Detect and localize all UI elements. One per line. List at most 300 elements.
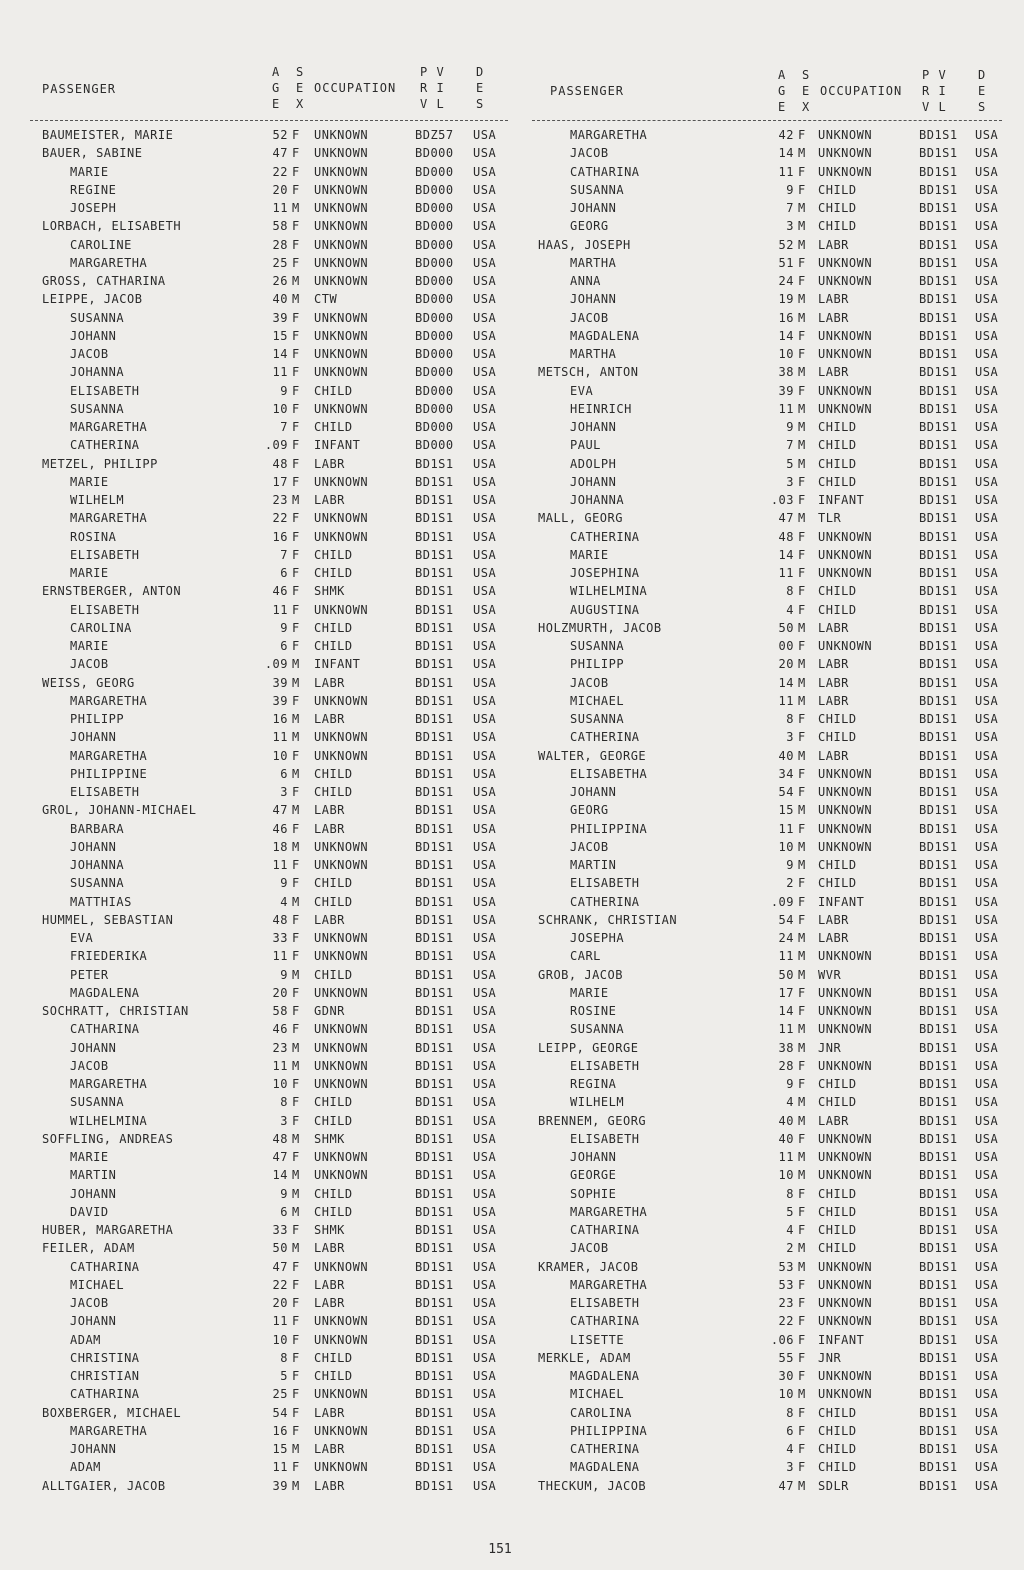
passenger-destination: USA (975, 292, 999, 307)
passenger-age: 54 (272, 1405, 288, 1420)
passenger-name: MARGARETHA (570, 1204, 648, 1219)
passenger-row (532, 565, 1002, 583)
header-age-3: E (778, 100, 787, 114)
passenger-age: 55 (778, 1350, 794, 1365)
passenger-row (30, 1368, 508, 1386)
passenger-sex: F (798, 876, 806, 891)
passenger-occupation: SHMK (314, 584, 345, 599)
passenger-occupation: CHILD (818, 1095, 857, 1110)
passenger-occupation: UNKNOWN (314, 146, 369, 161)
passenger-row (30, 1295, 508, 1313)
passenger-prv: BD1S1 (415, 474, 454, 489)
passenger-prv: BD1S1 (415, 949, 454, 964)
passenger-name: FEILER, ADAM (42, 1241, 135, 1256)
passenger-prv: BD1S1 (919, 949, 958, 964)
passenger-destination: USA (975, 1204, 999, 1219)
passenger-destination: USA (975, 1442, 999, 1456)
passenger-row (532, 291, 1002, 309)
passenger-sex: M (292, 1168, 300, 1183)
passenger-destination: USA (975, 785, 999, 799)
passenger-sex: F (292, 1350, 300, 1365)
passenger-name: ELISABETH (570, 1058, 640, 1073)
passenger-row (30, 1240, 508, 1258)
header-prv-2: R I (922, 84, 947, 98)
passenger-sex: M (798, 931, 806, 945)
header-des-3: S (476, 97, 485, 111)
passenger-occupation: SHMK (314, 1131, 345, 1146)
passenger-name: KRAMER, JACOB (538, 1259, 639, 1274)
passenger-sex: M (798, 1040, 806, 1055)
passenger-age: 20 (272, 985, 288, 1000)
passenger-destination: USA (975, 566, 999, 580)
passenger-name: MARGARETHA (70, 420, 148, 434)
passenger-age: 9 (786, 420, 794, 434)
passenger-row (30, 310, 508, 328)
passenger-name: ROSINA (70, 529, 117, 544)
passenger-name: MATTHIAS (70, 894, 132, 909)
passenger-row (532, 1021, 1002, 1039)
passenger-destination: USA (473, 383, 497, 398)
header-des-2: E (476, 81, 485, 95)
passenger-destination: USA (473, 201, 497, 215)
passenger-destination: USA (473, 766, 497, 781)
passenger-age: .09 (264, 438, 288, 453)
passenger-row (30, 748, 508, 766)
passenger-age: 47 (778, 511, 794, 526)
passenger-destination: USA (473, 1095, 497, 1110)
passenger-occupation: UNKNOWN (314, 1423, 369, 1438)
passenger-name: PHILIPPINA (570, 1423, 648, 1438)
passenger-sex: F (798, 639, 806, 653)
page-number: 151 (488, 1542, 512, 1557)
passenger-destination: USA (473, 730, 497, 745)
passenger-prv: BD1S1 (919, 1478, 958, 1493)
passenger-sex: F (292, 128, 300, 142)
passenger-destination: USA (473, 420, 497, 434)
passenger-row (532, 857, 1002, 875)
passenger-destination: USA (473, 456, 497, 471)
passenger-destination: USA (975, 1405, 999, 1420)
passenger-row (532, 729, 1002, 747)
passenger-sex: F (798, 274, 806, 288)
passenger-age: .03 (770, 493, 794, 507)
passenger-sex: F (798, 1423, 806, 1438)
passenger-destination: USA (975, 1259, 999, 1274)
passenger-destination: USA (473, 821, 497, 836)
passenger-age: 23 (778, 1296, 794, 1310)
passenger-sex: M (292, 675, 300, 690)
passenger-sex: F (798, 602, 806, 617)
passenger-row (30, 638, 508, 656)
passenger-prv: BD1S1 (415, 1478, 454, 1493)
passenger-occupation: UNKNOWN (818, 1150, 873, 1164)
passenger-row (532, 529, 1002, 547)
passenger-destination: USA (975, 219, 999, 234)
passenger-prv: BD1S1 (919, 1350, 958, 1365)
passenger-occupation: GDNR (314, 1004, 345, 1018)
passenger-name: MARGARETHA (70, 1077, 148, 1091)
passenger-row (30, 675, 508, 693)
header-passenger: PASSENGER (42, 82, 117, 96)
passenger-prv: BD1S1 (919, 511, 958, 526)
passenger-destination: USA (975, 201, 999, 215)
passenger-age: 14 (272, 347, 288, 361)
passenger-age: 6 (280, 766, 288, 781)
passenger-age: 58 (272, 1004, 288, 1018)
passenger-destination: USA (473, 164, 497, 179)
passenger-row (532, 1113, 1002, 1131)
passenger-age: 39 (778, 383, 794, 398)
passenger-row (30, 912, 508, 930)
passenger-sex: F (798, 255, 806, 270)
header-age-1: A (778, 68, 787, 82)
passenger-occupation: UNKNOWN (314, 985, 369, 1000)
passenger-sex: F (798, 766, 806, 781)
passenger-age: 8 (786, 1186, 794, 1201)
passenger-destination: USA (975, 730, 999, 745)
passenger-occupation: UNKNOWN (314, 858, 369, 872)
passenger-row (30, 1094, 508, 1112)
passenger-row (30, 1350, 508, 1368)
passenger-prv: BD1S1 (919, 1277, 958, 1292)
passenger-row (30, 1167, 508, 1185)
passenger-row (30, 1149, 508, 1167)
passenger-sex: F (292, 310, 300, 325)
passenger-name: MAGDALENA (70, 985, 140, 1000)
passenger-age: 2 (786, 1241, 794, 1256)
passenger-name: MARGARETHA (70, 1423, 148, 1438)
passenger-age: 16 (272, 712, 288, 726)
passenger-occupation: CHILD (818, 858, 857, 872)
passenger-age: 54 (778, 912, 794, 927)
passenger-prv: BD1S1 (919, 328, 958, 343)
passenger-age: 20 (778, 657, 794, 672)
passenger-destination: USA (473, 146, 497, 161)
passenger-prv: BD1S1 (919, 1442, 958, 1456)
passenger-sex: M (292, 967, 300, 982)
passenger-row (30, 821, 508, 839)
passenger-destination: USA (975, 182, 999, 197)
passenger-sex: F (292, 931, 300, 945)
passenger-row (30, 492, 508, 510)
passenger-occupation: LABR (818, 1113, 849, 1128)
passenger-occupation: LABR (314, 1277, 345, 1292)
passenger-name: GROSS, CATHARINA (42, 274, 166, 288)
passenger-destination: USA (975, 164, 999, 179)
passenger-destination: USA (473, 858, 497, 872)
passenger-destination: USA (975, 821, 999, 836)
passenger-occupation: UNKNOWN (818, 1277, 873, 1292)
passenger-sex: M (798, 146, 806, 161)
passenger-occupation: CHILD (818, 712, 857, 726)
passenger-occupation: UNKNOWN (314, 1314, 369, 1329)
passenger-name: JOHANN (70, 730, 117, 745)
passenger-sex: M (292, 1204, 300, 1219)
passenger-row (30, 602, 508, 620)
passenger-destination: USA (473, 1113, 497, 1128)
passenger-prv: BD1S1 (919, 1332, 958, 1347)
passenger-age: 14 (778, 547, 794, 562)
passenger-destination: USA (473, 1369, 497, 1383)
passenger-prv: BD1S1 (919, 237, 958, 252)
passenger-prv: BD1S1 (919, 1168, 958, 1183)
passenger-age: 33 (272, 1223, 288, 1237)
passenger-row (532, 1058, 1002, 1076)
header-divider (532, 120, 1002, 121)
passenger-prv: BD1S1 (919, 182, 958, 197)
passenger-destination: USA (473, 1478, 497, 1493)
passenger-age: 53 (778, 1259, 794, 1274)
passenger-occupation: CHILD (314, 639, 353, 653)
passenger-row (30, 693, 508, 711)
passenger-prv: BD1S1 (415, 821, 454, 836)
passenger-name: BRENNEM, GEORG (538, 1113, 647, 1128)
passenger-age: 9 (280, 1186, 288, 1201)
passenger-row (30, 1131, 508, 1149)
passenger-age: 19 (778, 292, 794, 307)
passenger-prv: BD000 (415, 164, 454, 179)
passenger-row (532, 1313, 1002, 1331)
passenger-occupation: UNKNOWN (314, 219, 369, 234)
passenger-sex: F (292, 949, 300, 964)
passenger-destination: USA (473, 1022, 497, 1037)
passenger-occupation: UNKNOWN (314, 128, 369, 142)
passenger-prv: BD1S1 (415, 985, 454, 1000)
passenger-name: JACOB (70, 657, 109, 672)
passenger-prv: BD1S1 (415, 839, 454, 854)
passenger-name: THECKUM, JACOB (538, 1478, 647, 1493)
passenger-row (30, 1113, 508, 1131)
passenger-prv: BD1S1 (415, 766, 454, 781)
passenger-row (30, 182, 508, 200)
passenger-occupation: UNKNOWN (314, 839, 369, 854)
passenger-row (532, 1167, 1002, 1185)
passenger-sex: M (798, 438, 806, 453)
passenger-occupation: LABR (314, 1405, 345, 1420)
passenger-name: METZEL, PHILIPP (42, 456, 158, 471)
passenger-destination: USA (975, 1332, 999, 1347)
passenger-destination: USA (975, 255, 999, 270)
passenger-destination: USA (975, 383, 999, 398)
passenger-occupation: CHILD (314, 967, 353, 982)
passenger-row (532, 127, 1002, 145)
passenger-prv: BD1S1 (415, 602, 454, 617)
passenger-sex: F (798, 1004, 806, 1018)
passenger-sex: M (798, 420, 806, 434)
passenger-age: 4 (280, 894, 288, 909)
passenger-occupation: INFANT (314, 657, 361, 672)
passenger-name: HUMMEL, SEBASTIAN (42, 912, 174, 927)
passenger-sex: F (292, 1423, 300, 1438)
passenger-row (30, 237, 508, 255)
passenger-occupation: UNKNOWN (314, 1077, 369, 1091)
passenger-destination: USA (473, 1168, 497, 1183)
passenger-prv: BD1S1 (415, 1058, 454, 1073)
passenger-sex: F (798, 1077, 806, 1091)
passenger-row (30, 875, 508, 893)
passenger-sex: F (798, 1186, 806, 1201)
passenger-age: 11 (272, 1314, 288, 1329)
passenger-name: MARIE (70, 474, 109, 489)
passenger-prv: BD000 (415, 420, 454, 434)
passenger-sex: M (798, 748, 806, 763)
passenger-destination: USA (473, 620, 497, 635)
passenger-age: 52 (272, 128, 288, 142)
header-sex-3: X (296, 97, 305, 111)
header-passenger: PASSENGER (550, 84, 625, 98)
passenger-name: HOLZMURTH, JACOB (538, 620, 662, 635)
passenger-destination: USA (975, 1478, 999, 1493)
passenger-age: 16 (778, 310, 794, 325)
passenger-prv: BD1S1 (919, 839, 958, 854)
passenger-prv: BD1S1 (415, 1423, 454, 1438)
passenger-prv: BD1S1 (919, 675, 958, 690)
passenger-name: REGINE (70, 182, 117, 197)
passenger-prv: BD1S1 (415, 1460, 454, 1475)
passenger-occupation: UNKNOWN (314, 1259, 369, 1274)
passenger-age: 48 (272, 456, 288, 471)
passenger-occupation: UNKNOWN (314, 401, 369, 416)
passenger-prv: BD1S1 (919, 1113, 958, 1128)
passenger-occupation: UNKNOWN (818, 383, 873, 398)
passenger-age: 33 (272, 931, 288, 945)
passenger-destination: USA (473, 1186, 497, 1201)
passenger-destination: USA (975, 438, 999, 453)
passenger-sex: F (798, 493, 806, 507)
passenger-name: PHILIPPINE (70, 766, 148, 781)
passenger-sex: M (292, 274, 300, 288)
passenger-age: 20 (272, 1296, 288, 1310)
passenger-occupation: UNKNOWN (314, 328, 369, 343)
passenger-sex: M (292, 1040, 300, 1055)
passenger-sex: F (292, 602, 300, 617)
passenger-occupation: UNKNOWN (818, 328, 873, 343)
passenger-prv: BD1S1 (919, 1077, 958, 1091)
passenger-prv: BD1S1 (415, 1277, 454, 1292)
passenger-prv: BD000 (415, 274, 454, 288)
passenger-occupation: CHILD (314, 876, 353, 891)
header-sex-3: X (802, 100, 811, 114)
passenger-destination: USA (473, 274, 497, 288)
passenger-prv: BD1S1 (919, 219, 958, 234)
passenger-occupation: CHILD (314, 566, 353, 580)
passenger-prv: BD1S1 (415, 584, 454, 599)
passenger-sex: F (798, 985, 806, 1000)
passenger-name: MARGARETHA (570, 128, 648, 142)
passenger-occupation: CHILD (818, 1186, 857, 1201)
passenger-age: 4 (786, 602, 794, 617)
passenger-occupation: UNKNOWN (314, 1150, 369, 1164)
passenger-name: JACOB (70, 1058, 109, 1073)
passenger-name: ELISABETH (70, 602, 140, 617)
passenger-row (532, 1204, 1002, 1222)
header-sex-2: E (802, 84, 811, 98)
header-des-1: D (978, 68, 987, 82)
passenger-name: SUSANNA (570, 182, 625, 197)
passenger-occupation: UNKNOWN (818, 1314, 873, 1329)
passenger-destination: USA (975, 584, 999, 599)
passenger-sex: M (292, 1186, 300, 1201)
passenger-sex: F (798, 347, 806, 361)
passenger-name: MARGARETHA (70, 693, 148, 708)
passenger-name: ADAM (70, 1460, 101, 1475)
passenger-name: JOSEPHA (570, 931, 625, 945)
passenger-destination: USA (473, 803, 497, 818)
passenger-sex: M (798, 1168, 806, 1183)
passenger-prv: BD000 (415, 255, 454, 270)
passenger-age: 22 (272, 511, 288, 526)
passenger-name: CATHARINA (570, 1223, 640, 1237)
passenger-age: 20 (272, 182, 288, 197)
passenger-name: AUGUSTINA (570, 602, 640, 617)
passenger-sex: F (798, 1223, 806, 1237)
passenger-prv: BD1S1 (919, 1423, 958, 1438)
passenger-row (532, 145, 1002, 163)
passenger-destination: USA (975, 675, 999, 690)
passenger-destination: USA (975, 1241, 999, 1256)
passenger-prv: BD1S1 (919, 292, 958, 307)
passenger-row (532, 711, 1002, 729)
passenger-destination: USA (473, 1241, 497, 1256)
passenger-age: 9 (280, 620, 288, 635)
passenger-occupation: CHILD (818, 1460, 857, 1475)
passenger-occupation: LABR (818, 693, 849, 708)
passenger-row (30, 529, 508, 547)
passenger-age: 24 (778, 274, 794, 288)
passenger-occupation: LABR (818, 620, 849, 635)
passenger-destination: USA (975, 529, 999, 544)
passenger-destination: USA (975, 1369, 999, 1383)
passenger-occupation: LABR (314, 912, 345, 927)
passenger-row (30, 729, 508, 747)
passenger-age: 28 (778, 1058, 794, 1073)
passenger-destination: USA (473, 785, 497, 799)
passenger-occupation: UNKNOWN (818, 1131, 873, 1146)
passenger-name: MAGDALENA (570, 328, 640, 343)
header-des-1: D (476, 65, 485, 79)
passenger-sex: M (798, 292, 806, 307)
passenger-age: 11 (778, 693, 794, 708)
passenger-age: 6 (280, 639, 288, 653)
passenger-sex: F (798, 712, 806, 726)
passenger-name: SUSANNA (70, 876, 125, 891)
passenger-row (30, 985, 508, 1003)
passenger-destination: USA (975, 894, 999, 909)
passenger-row (30, 1076, 508, 1094)
passenger-prv: BD1S1 (415, 1442, 454, 1456)
passenger-age: 7 (786, 438, 794, 453)
passenger-occupation: CHILD (314, 620, 353, 635)
passenger-prv: BD1S1 (415, 712, 454, 726)
passenger-prv: BD1S1 (415, 639, 454, 653)
passenger-destination: USA (975, 511, 999, 526)
passenger-destination: USA (473, 511, 497, 526)
passenger-row (30, 857, 508, 875)
passenger-age: 9 (280, 383, 288, 398)
passenger-sex: F (798, 912, 806, 927)
passenger-destination: USA (975, 876, 999, 891)
passenger-prv: BD1S1 (415, 657, 454, 672)
passenger-destination: USA (473, 292, 497, 307)
passenger-age: 00 (778, 639, 794, 653)
passenger-age: 3 (786, 1460, 794, 1475)
passenger-row (532, 510, 1002, 528)
passenger-name: JOSEPHINA (570, 566, 640, 580)
passenger-destination: USA (975, 912, 999, 927)
header-prv-1: P V (922, 68, 947, 82)
passenger-occupation: CHILD (314, 766, 353, 781)
passenger-occupation: CHILD (818, 201, 857, 215)
